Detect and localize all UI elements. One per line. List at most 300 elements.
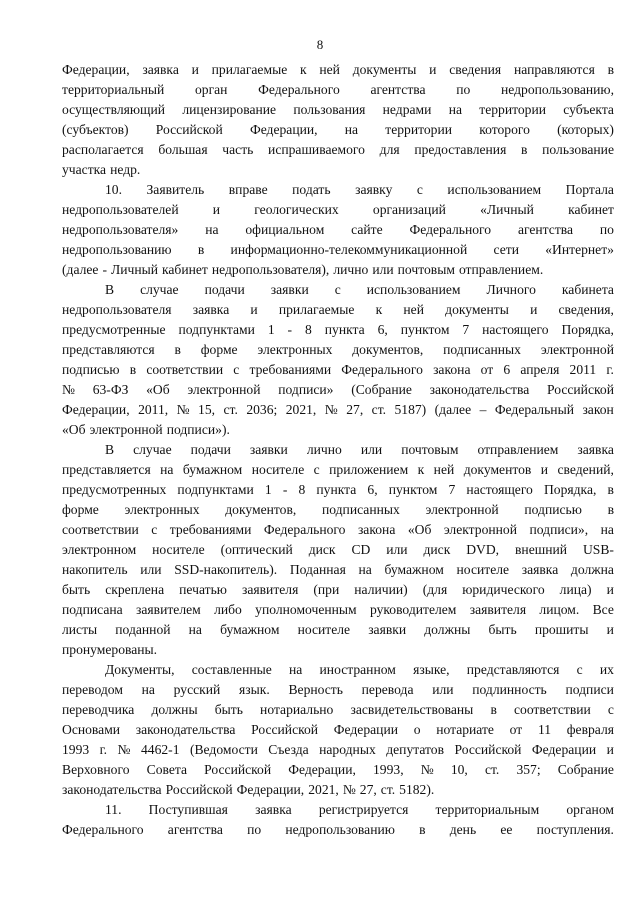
word: с [151, 522, 158, 537]
word: № [420, 762, 434, 777]
word: кабинет [162, 262, 208, 277]
text-line [62, 420, 614, 440]
word: Поданная [289, 562, 346, 577]
word: ст. [223, 402, 238, 417]
word: соответствии [62, 522, 139, 537]
word: Российской [454, 742, 522, 757]
word: № [117, 742, 131, 757]
word: недропользованию [285, 822, 395, 837]
word: DVD, [466, 542, 500, 557]
text-line [62, 280, 614, 300]
word: внешний [515, 542, 568, 557]
word: или [140, 562, 162, 577]
word: недропользователя), [211, 262, 330, 277]
word: по [247, 822, 262, 837]
word: на [289, 662, 303, 677]
word: Личного [486, 282, 536, 297]
word: в [607, 482, 614, 497]
word: пункта [316, 482, 357, 497]
word: должны [424, 622, 471, 637]
text-line [62, 760, 614, 780]
text-line [62, 500, 614, 520]
word: документы [445, 302, 509, 317]
text-line [62, 640, 614, 660]
word: должна [570, 562, 614, 577]
word: переводом [62, 682, 123, 697]
word: в [197, 242, 205, 257]
word: Федерации, [62, 62, 130, 77]
word: 7 [462, 322, 470, 337]
word: диск [423, 542, 451, 557]
word: на [141, 682, 155, 697]
word: заявителем [136, 602, 201, 617]
word: с [233, 362, 240, 377]
word: кабинет [568, 202, 614, 217]
word: отправлением. [458, 262, 544, 277]
word: переводчика [62, 702, 135, 717]
word: электронных [124, 502, 200, 517]
word: предусмотренные [62, 322, 166, 337]
word: В [105, 282, 115, 297]
word: или [360, 442, 383, 457]
word: на [205, 222, 219, 237]
word: форме [200, 342, 238, 357]
word: подписанных [443, 342, 521, 357]
paragraph [62, 440, 614, 660]
word: должны [151, 702, 198, 717]
word: на [600, 522, 614, 537]
word: «Личный [480, 202, 534, 217]
word: 27, [359, 782, 377, 797]
text-line [62, 440, 614, 460]
word: недр. [110, 162, 141, 177]
word: - [282, 482, 288, 497]
word: подписью [62, 362, 120, 377]
word: руководителем [369, 602, 457, 617]
word: 5187) [394, 402, 427, 417]
word: электронной [540, 342, 614, 357]
text-line [62, 700, 614, 720]
word: 10. [105, 182, 122, 197]
word: «Интернет» [545, 242, 614, 257]
word: подписи», [529, 522, 589, 537]
word: недропользователя [62, 302, 172, 317]
word: от [480, 362, 494, 377]
word: ней [433, 462, 455, 477]
word: органом [566, 802, 614, 817]
word: в [521, 142, 528, 157]
word: законодательства [135, 722, 236, 737]
word: № [324, 402, 338, 417]
word: № [176, 402, 190, 417]
word: для [379, 142, 400, 157]
word: часть [222, 142, 254, 157]
document-body [62, 60, 614, 840]
word: документов, [225, 502, 297, 517]
text-line [62, 740, 614, 760]
word: 6, [377, 322, 388, 337]
paragraph [62, 60, 614, 180]
word: Верность [288, 682, 343, 697]
word: 2011, [138, 402, 169, 417]
word: листы [62, 622, 98, 637]
word: участка [62, 162, 107, 177]
text-line [62, 520, 614, 540]
word: представляются [62, 342, 155, 357]
word: подпунктами [178, 322, 255, 337]
paragraph [62, 180, 614, 280]
word: USB- [582, 542, 614, 557]
word: пунктом [388, 482, 438, 497]
word: 4462-1 [140, 742, 180, 757]
word: февраля [566, 722, 614, 737]
word: субъекта [563, 102, 614, 117]
text-line [62, 780, 614, 800]
word: и [606, 582, 614, 597]
word: их [599, 662, 614, 677]
word: 8 [305, 322, 312, 337]
word: язык. [239, 682, 270, 697]
word: направляются [513, 62, 595, 77]
word: 6 [503, 362, 511, 377]
word: агентства [517, 222, 574, 237]
word: 7 [448, 482, 456, 497]
word: 357; [516, 762, 541, 777]
text-line [62, 560, 614, 580]
word: которого [479, 122, 530, 137]
word: подписанных [321, 502, 400, 517]
word: с [607, 702, 614, 717]
text-line [62, 620, 614, 640]
word: документов, [352, 342, 424, 357]
word: № [62, 382, 75, 397]
word: наличии) [354, 582, 408, 597]
word: ст. [380, 782, 396, 797]
word: и [606, 622, 614, 637]
word: территории [385, 122, 452, 137]
word: форме [62, 502, 99, 517]
word: агентства [370, 82, 426, 97]
text-line [62, 340, 614, 360]
word: Федеральный [494, 402, 574, 417]
word: почтовым [401, 442, 459, 457]
word: к [375, 302, 383, 317]
word: отправлением [477, 442, 559, 457]
word: заявка [142, 62, 179, 77]
word: составленные [191, 662, 272, 677]
word: Российской [204, 762, 272, 777]
word: на [188, 622, 202, 637]
word: ст. [484, 762, 500, 777]
word: или [386, 542, 408, 557]
word: закона [433, 362, 471, 377]
word: Федерации [531, 742, 597, 757]
word: ее [500, 822, 513, 837]
word: лица) [559, 582, 592, 597]
word: регистрируется [318, 802, 409, 817]
word: 15, [198, 402, 216, 417]
word: бумажном [182, 462, 243, 477]
word: и [250, 302, 258, 317]
word: пользование [542, 142, 614, 157]
word: (при [313, 582, 340, 597]
text-line [62, 540, 614, 560]
word: нотариате [436, 722, 494, 737]
word: представляются [466, 662, 560, 677]
word: 11. [105, 802, 122, 817]
word: русский [173, 682, 221, 697]
word: носителе [297, 622, 351, 637]
word: сведения, [558, 302, 614, 317]
word: документы [352, 62, 417, 77]
word: Федерации [333, 722, 398, 737]
word: на [160, 462, 174, 477]
word: документов [463, 462, 532, 477]
word: Федерации, [288, 762, 356, 777]
word: Собрание [557, 762, 614, 777]
word: с [576, 662, 583, 677]
word: Федерального [409, 222, 492, 237]
word: о [413, 722, 421, 737]
word: по [456, 82, 471, 97]
word: заявителя [469, 602, 527, 617]
word: прилагаемые [211, 62, 288, 77]
word: печатью [179, 582, 227, 597]
text-line [62, 400, 614, 420]
word: к [417, 462, 425, 477]
word: на [358, 562, 372, 577]
text-line [62, 380, 614, 400]
word: 11 [537, 722, 552, 737]
word: либо [214, 602, 242, 617]
word: в [607, 502, 614, 517]
word: поступления. [536, 822, 614, 837]
word: засвидетельствованы [350, 702, 474, 717]
word: заявку [355, 182, 393, 197]
word: и [191, 62, 199, 77]
word: официальном [245, 222, 325, 237]
word: нотариально [260, 702, 334, 717]
word: сведений, [557, 462, 614, 477]
word: день [449, 822, 477, 837]
word: заявка [577, 442, 614, 457]
word: заявка [521, 562, 559, 577]
text-line [62, 140, 614, 160]
word: законодательства [429, 382, 530, 397]
word: Совета [146, 762, 188, 777]
word: Федерального [263, 522, 346, 537]
word: лично [306, 442, 342, 457]
word: к [299, 62, 307, 77]
word: (которых) [557, 122, 614, 137]
word: требованиями [249, 362, 332, 377]
word: заявки [249, 442, 288, 457]
word: подписью [524, 502, 582, 517]
text-line [62, 460, 614, 480]
word: (далее [62, 262, 99, 277]
word: лицом. [539, 602, 580, 617]
word: соответствии [146, 362, 224, 377]
word: Основами [62, 722, 121, 737]
word: поданной [115, 622, 171, 637]
word: прилагаемые [278, 302, 355, 317]
word: сети [493, 242, 519, 257]
word: заявка [255, 802, 292, 817]
word: в [490, 702, 497, 717]
word: пункта [324, 322, 365, 337]
word: настоящего [482, 322, 549, 337]
word: иностранном [319, 662, 396, 677]
word: заявка [192, 302, 230, 317]
word: (оптический [220, 542, 293, 557]
text-line [62, 60, 614, 80]
word: электронной [187, 382, 261, 397]
word: SSD-накопитель). [174, 562, 278, 577]
word: – [479, 402, 487, 417]
word: пронумерованы. [62, 642, 158, 657]
word: подать [292, 182, 331, 197]
word: г. [99, 742, 108, 757]
word: почтовым [397, 262, 455, 277]
word: и [606, 742, 614, 757]
word: депутатов [386, 742, 445, 757]
word: случае [140, 282, 179, 297]
word: 63-ФЗ [92, 382, 129, 397]
word: в [174, 342, 181, 357]
word: недрами [382, 102, 432, 117]
word: подписи» [278, 382, 334, 397]
text-line [62, 120, 614, 140]
word: лицензирование [182, 102, 277, 117]
word: сведения [449, 62, 502, 77]
word: электронной [443, 522, 517, 537]
text-line [62, 480, 614, 500]
word: Верховного [62, 762, 130, 777]
word: территории [479, 102, 547, 117]
word: с [416, 182, 423, 197]
text-line [62, 600, 614, 620]
word: и [429, 62, 437, 77]
word: г. [606, 362, 614, 377]
word: - [287, 322, 293, 337]
word: лично [333, 262, 369, 277]
word: недропользованию, [500, 82, 614, 97]
word: требованиями [169, 522, 252, 537]
text-line [62, 360, 614, 380]
word: Российской [546, 382, 614, 397]
word: Документы, [105, 662, 175, 677]
word: располагается [62, 142, 144, 157]
word: предоставления [414, 142, 507, 157]
word: подписи [565, 682, 614, 697]
word: электронных [257, 342, 333, 357]
word: 5182). [399, 782, 435, 797]
word: уполномоченным [255, 602, 357, 617]
word: (для [422, 582, 448, 597]
word: Портала [565, 182, 614, 197]
word: осуществляющий [62, 102, 166, 117]
word: 1 [267, 322, 275, 337]
word: «Об [407, 522, 432, 537]
word: быть [62, 582, 91, 597]
word: сайте [351, 222, 383, 237]
word: ней [319, 62, 340, 77]
word: прошиты [534, 622, 589, 637]
word: быть [488, 622, 517, 637]
text-line [62, 820, 614, 840]
word: 1993, [373, 762, 404, 777]
word: 6, [367, 482, 378, 497]
word: народных [319, 742, 376, 757]
text-line [62, 180, 614, 200]
text-line [62, 260, 614, 280]
word: (Ведомости [189, 742, 258, 757]
word: с [313, 462, 320, 477]
text-line [62, 580, 614, 600]
word: 2021, [308, 782, 339, 797]
word: носителе [456, 562, 510, 577]
word: или [372, 262, 394, 277]
text-line [62, 100, 614, 120]
word: по [599, 222, 614, 237]
word: подписана [62, 602, 123, 617]
word: Съезда [268, 742, 309, 757]
word: Все [592, 602, 614, 617]
word: и [212, 202, 221, 217]
page-number: 8 [316, 37, 324, 52]
word: электронной [89, 422, 163, 437]
paragraph [62, 280, 614, 440]
word: территориальным [435, 802, 540, 817]
word: скреплена [105, 582, 165, 597]
word: приложением [329, 462, 409, 477]
word: недропользованию [62, 242, 172, 257]
word: «Об [62, 422, 86, 437]
word: с [334, 282, 341, 297]
text-line [62, 660, 614, 680]
word: Федерации, [249, 122, 318, 137]
paragraph [62, 660, 614, 800]
word: использованием [447, 182, 542, 197]
word: Федерального [258, 82, 340, 97]
word: представляется [62, 462, 151, 477]
word: Порядка, [543, 482, 597, 497]
word: носителе [152, 542, 205, 557]
word: - [102, 262, 107, 277]
word: от [509, 722, 523, 737]
word: 2011 [569, 362, 597, 377]
word: в [129, 362, 137, 377]
word: Федерального [341, 362, 423, 377]
word: быть [214, 702, 243, 717]
word: территориальный [62, 82, 165, 97]
word: юридического [462, 582, 545, 597]
text-line [62, 720, 614, 740]
word: Федерации, [62, 402, 130, 417]
word: ст. [371, 402, 387, 417]
text-line [62, 800, 614, 820]
word: апреля [520, 362, 560, 377]
word: закон [582, 402, 614, 417]
word: подачи [190, 442, 231, 457]
word: 10, [450, 762, 468, 777]
word: 27, [346, 402, 364, 417]
word: пунктом [400, 322, 450, 337]
text-line [62, 300, 614, 320]
word: Российской [165, 782, 233, 797]
word: на [344, 122, 359, 137]
word: диск [308, 542, 336, 557]
